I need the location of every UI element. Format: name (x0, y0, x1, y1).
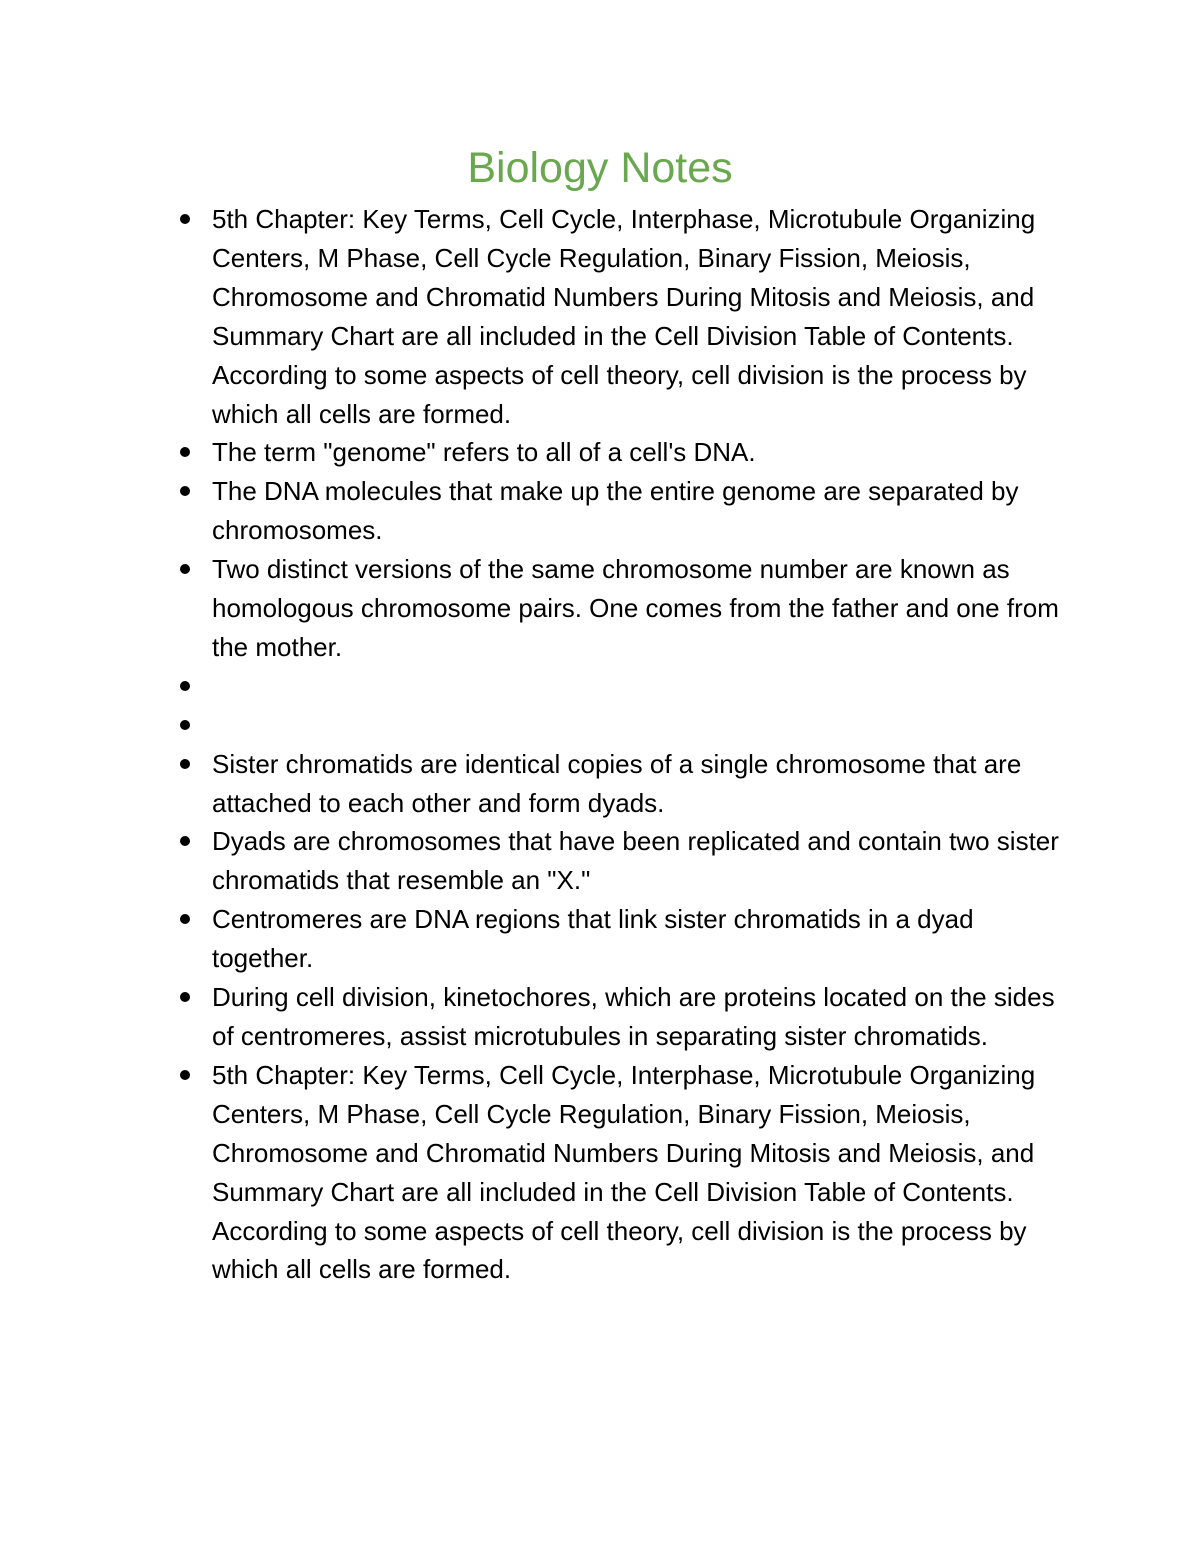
list-item-empty (212, 667, 1062, 706)
list-item-text: During cell division, kinetochores, which are proteins located on the sides of centromeres, assist microtubules in separating sister chromatids. (212, 982, 1055, 1051)
list-item (212, 978, 1062, 1056)
list-item (212, 433, 1062, 472)
bullet-icon (180, 214, 190, 224)
bullet-icon (180, 1070, 190, 1080)
bullet-icon (180, 914, 190, 924)
list-item-empty (212, 706, 1062, 745)
list-item-text: Dyads are chromosomes that have been replicated and contain two sister chromatids that resemble an "X." (212, 826, 1059, 896)
list-item (212, 200, 1062, 433)
list-item-text: 5th Chapter: Key Terms, Cell Cycle, Interphase, Microtubule Organizing Centers, M Phase, Cell Cycle Regulation, Binary Fission, Meiosis, Chromosome and Chromatid Numbers During Mitosis and Meiosis, and Summary Chart are all included in the Cell Division Table of Contents. According to some aspects of cell theory, cell division is the process by which all cells are formed. (212, 1059, 1036, 1285)
list-item (212, 745, 1062, 823)
bullet-icon (180, 720, 190, 730)
list-item-text: 5th Chapter: Key Terms, Cell Cycle, Interphase, Microtubule Organizing Centers, M Phase, Cell Cycle Regulation, Binary Fission, Meiosis, Chromosome and Chromatid Numbers During Mitosis and Meiosis, and Summary Chart are all included in the Cell Division Table of Contents. According to some aspects of cell theory, cell division is the process by which all cells are formed. (212, 204, 1036, 429)
list-item (212, 472, 1062, 550)
list-item-text: Two distinct versions of the same chromosome number are known as homologous chromosome pairs. One comes from the father and one from the mother. (212, 554, 1059, 662)
list-item-text: The term "genome" refers to all of a cell's DNA. (212, 437, 756, 468)
bullet-icon (180, 681, 190, 691)
bullet-icon (180, 486, 190, 496)
list-item-text: Centromeres are DNA regions that link sister chromatids in a dyad together. (212, 904, 974, 974)
bullet-icon (180, 759, 190, 769)
bullet-icon (180, 836, 190, 846)
list-item-text: Sister chromatids are identical copies of a single chromosome that are attached to each other and form dyads. (212, 748, 1022, 818)
list-item-text: The DNA molecules that make up the entire genome are separated by chromosomes. (212, 476, 1019, 546)
list-item (212, 1056, 1062, 1289)
list-item (212, 822, 1062, 900)
list-item (212, 550, 1062, 667)
document-title: Biology Notes (467, 144, 733, 192)
bullet-list (212, 200, 1062, 1289)
list-item (212, 900, 1062, 978)
bullet-icon (180, 564, 190, 574)
bullet-icon (180, 447, 190, 457)
bullet-icon (180, 992, 190, 1002)
